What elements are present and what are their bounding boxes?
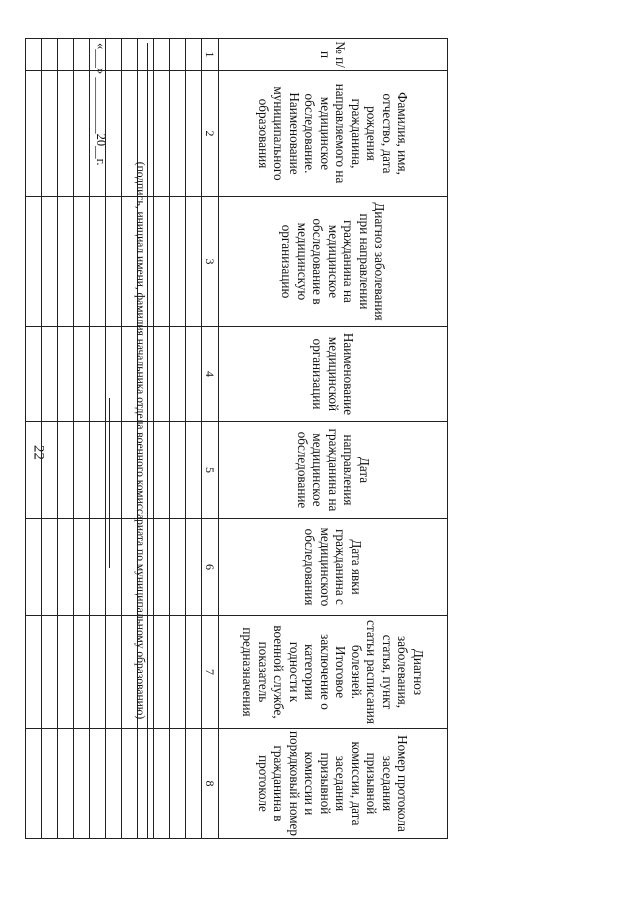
table-cell — [106, 519, 122, 616]
table-cell — [170, 519, 186, 616]
table-cell — [58, 39, 74, 71]
column-number: 4 — [202, 327, 219, 422]
table-cell — [58, 197, 74, 327]
table-cell — [186, 422, 202, 519]
header-cell: Диагноз заболевания при направлении гражданина на медицинское обследование в медицинскую организацию — [219, 197, 448, 327]
column-number: 8 — [202, 729, 219, 839]
table-cell — [170, 729, 186, 839]
table-cell — [186, 729, 202, 839]
table-cell — [74, 616, 90, 729]
page-number: 22 — [30, 445, 47, 460]
table-cell — [42, 519, 58, 616]
table-row — [154, 39, 170, 839]
signature-line — [147, 43, 148, 838]
table-cell — [58, 327, 74, 422]
table-cell — [154, 422, 170, 519]
table-cell — [154, 197, 170, 327]
header-cell: Диагноз заболевания, статья, пункт статьи расписания болезней. Итоговое заключение о категории годности к военной службе, показатель предназначения — [219, 616, 448, 729]
table-cell — [154, 39, 170, 71]
table-row — [58, 39, 74, 839]
table-row — [26, 39, 42, 839]
signature-underline — [109, 398, 110, 568]
table-cell — [26, 39, 42, 71]
table-cell — [90, 729, 106, 839]
table-cell — [170, 327, 186, 422]
table-cell — [90, 519, 106, 616]
table-row — [186, 39, 202, 839]
table-cell — [186, 616, 202, 729]
table-cell — [74, 519, 90, 616]
table-cell — [154, 519, 170, 616]
column-number: 3 — [202, 197, 219, 327]
column-number-row — [202, 39, 219, 839]
table-cell — [90, 422, 106, 519]
header-cell: № п/п — [219, 39, 448, 71]
table-cell — [26, 519, 42, 616]
table-row — [42, 39, 58, 839]
column-number: 2 — [202, 71, 219, 197]
table-cell — [74, 327, 90, 422]
header-row — [219, 39, 448, 839]
table-cell — [42, 197, 58, 327]
table-cell — [186, 327, 202, 422]
table-cell — [154, 327, 170, 422]
table-cell — [90, 616, 106, 729]
register-table — [25, 38, 448, 839]
table-cell — [106, 729, 122, 839]
table-body — [26, 39, 202, 839]
column-number: 6 — [202, 519, 219, 616]
header-cell: Фамилия, имя, отчество, дата рождения гражданина, направляемого на медицинское обследование. Наименование муниципального образования — [219, 71, 448, 197]
table-cell — [170, 39, 186, 71]
table-cell — [74, 422, 90, 519]
header-cell: Дата явки гражданина с медицинского обследования — [219, 519, 448, 616]
table-cell — [170, 197, 186, 327]
table-row — [74, 39, 90, 839]
column-number: 7 — [202, 616, 219, 729]
table-cell — [154, 729, 170, 839]
table-cell — [74, 71, 90, 197]
table-cell — [42, 729, 58, 839]
table-cell — [106, 616, 122, 729]
table-cell — [170, 422, 186, 519]
table-cell — [58, 71, 74, 197]
table-cell — [26, 616, 42, 729]
register-form — [88, 38, 448, 838]
table-cell — [26, 422, 42, 519]
table-cell — [74, 729, 90, 839]
header-cell: Дата направления гражданина на медицинское обследование — [219, 422, 448, 519]
table-cell — [154, 616, 170, 729]
table-cell — [170, 616, 186, 729]
table-cell — [26, 729, 42, 839]
table-cell — [170, 71, 186, 197]
table-cell — [58, 616, 74, 729]
signature-caption: (подпись, инициал имени, фамилия начальника отдела военного комиссариата по муниципальному образованию) — [134, 161, 146, 720]
table-cell — [154, 71, 170, 197]
header-cell: Номер протокола заседания призывной комиссии, дата заседания призывной комиссии и порядковый номер гражданина в протоколе — [219, 729, 448, 839]
table-row — [170, 39, 186, 839]
column-number: 1 — [202, 39, 219, 71]
table-cell — [90, 197, 106, 327]
table-cell — [58, 519, 74, 616]
date-line: «___» _________20__г. — [94, 43, 108, 166]
table-cell — [186, 197, 202, 327]
table-cell — [26, 197, 42, 327]
table-cell — [26, 71, 42, 197]
table-cell — [90, 327, 106, 422]
table-cell — [186, 71, 202, 197]
table-cell — [58, 729, 74, 839]
column-number: 5 — [202, 422, 219, 519]
table-cell — [42, 327, 58, 422]
table-cell — [106, 197, 122, 327]
table-cell — [74, 39, 90, 71]
table-cell — [42, 39, 58, 71]
table-cell — [26, 327, 42, 422]
table-cell — [42, 616, 58, 729]
table-cell — [186, 519, 202, 616]
table-cell — [74, 197, 90, 327]
table-cell — [42, 71, 58, 197]
header-cell: Наименование медицинской организации — [219, 327, 448, 422]
table-cell — [58, 422, 74, 519]
table-cell — [106, 422, 122, 519]
table-cell — [42, 422, 58, 519]
table-cell — [186, 39, 202, 71]
table-cell — [106, 327, 122, 422]
